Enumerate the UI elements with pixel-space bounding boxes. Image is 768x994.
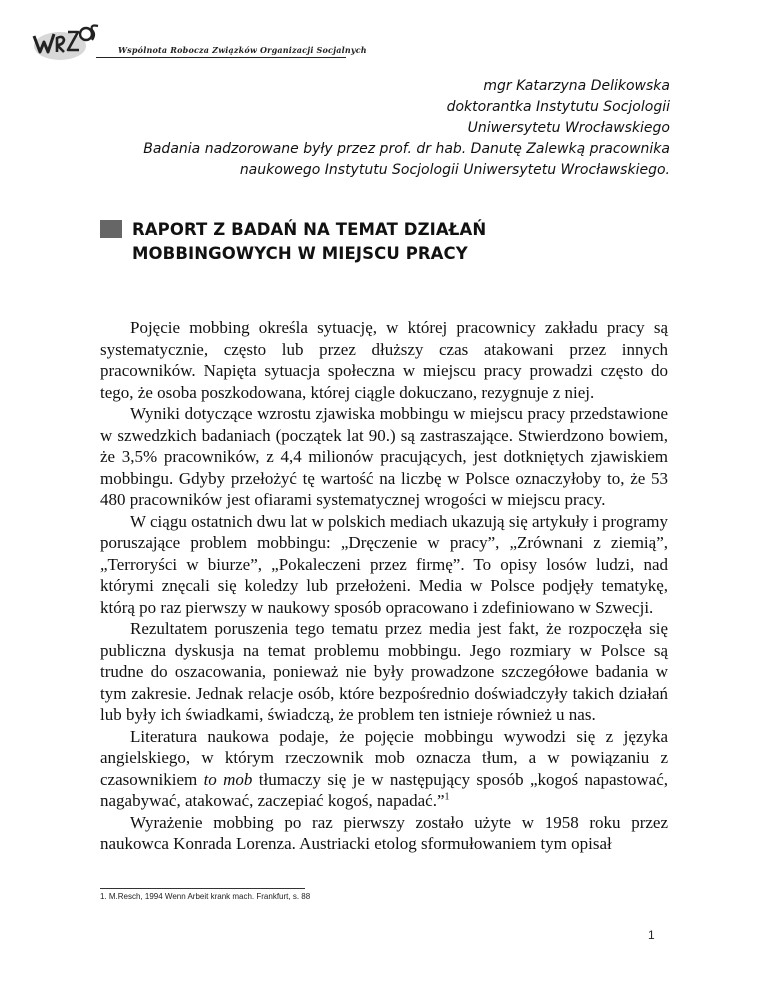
paragraph-2: Wyniki dotyczące wzrostu zjawiska mobbingu w miejscu pracy przedstawione w szwedzkich badaniach (początek lat 90.) są zastraszające. Stwierdzono bowiem, że 3,5% pracowników, z 4,4 milionów pracujących, jest dotkniętych zjawiskiem mobbingu. Gdyby przełożyć tę wartość na liczbę w Polsce oznaczyłoby to, że 53 480 pracowników jest ofiarami systematycznej wrogości w miejscu pracy. (100, 404, 668, 509)
body-text (100, 317, 668, 855)
paragraph-5 (100, 726, 668, 812)
footnote-divider (100, 888, 305, 889)
page-number: 1 (648, 928, 655, 942)
supervisor-line-2: naukowego Instytutu Socjologii Uniwersytetu Wrocławskiego. (239, 162, 670, 178)
author-name: mgr Katarzyna Delikowska (483, 78, 670, 94)
header-divider (96, 57, 346, 58)
title-marker (100, 220, 122, 238)
author-block (143, 76, 670, 181)
title-line-2: MOBBINGOWYCH W MIEJSCU PRACY (132, 244, 468, 263)
paragraph-1: Pojęcie mobbing określa sytuację, w której pracownicy zakładu pracy są systematycznie, często lub przez dłuższy czas atakowani przez innych pracowników. Napięta sytuacja społeczna w miejscu pracy prowadzi często do tego, że osoba poszkodowana, której ciągle dokuczano, rezygnuje z niej. (100, 318, 668, 402)
footnote: 1. M.Resch, 1994 Wenn Arbeit krank mach. Frankfurt, s. 88 (100, 892, 311, 901)
paragraph-5-part-1: Literatura naukowa podaje, że pojęcie mobbingu wywodzi się z języka angielskiego, w którym rzeczownik mob oznacza tłum, a w powiązaniu z czasownikiem (100, 726, 668, 789)
paragraph-4: Rezultatem poruszenia tego tematu przez media jest fakt, że rozpoczęła się publiczna dyskusja na temat problemu mobbingu. Jego rozmiary w Polsce są trudne do oszacowania, ponieważ nie były prowadzone szczegółowe badania w tym zakresie. Jednak relacje osób, które bezpośrednio doświadczyły takich działań lub były ich świadkami, świadczą, że problem ten istnieje również u nas. (100, 619, 668, 724)
paragraph-3: W ciągu ostatnich dwu lat w polskich mediach ukazują się artykuły i programy poruszające problem mobbingu: „Dręczenie w pracy”, „Zrównani z ziemią”, „Terroryści w biurze”, „Pokaleczeni przez firmę”. To opisy losów ludzi, nad którymi znęcali się koledzy lub przełożeni. Media w Polsce podjęły tematykę, którą po raz pierwszy w naukowy sposób opracowano i zdefiniowano w Szwecji. (100, 511, 668, 617)
title-line-1: RAPORT Z BADAŃ NA TEMAT DZIAŁAŃ (132, 220, 487, 239)
footnote-reference: 1 (444, 791, 450, 803)
supervisor-line-1: Badania nadzorowane były przez prof. dr hab. Danutę Zalewką pracownika (143, 141, 670, 157)
author-position: doktorantka Instytutu Socjologii (446, 99, 670, 115)
author-university: Uniwersytetu Wrocławskiego (467, 120, 670, 136)
paragraph-6: Wyrażenie mobbing po raz pierwszy zostało użyte w 1958 roku przez naukowca Konrada Lorenza. Austriacki etolog sformułowaniem tym opisał (100, 812, 668, 853)
paragraph-5-emphasis: to mob (203, 769, 253, 789)
paragraph-5-part-2: tłumaczy się je w następujący sposób „kogoś napastować, nagabywać, atakować, zaczepiać kogoś, napadać.” (100, 769, 669, 810)
wrzos-logo (30, 18, 100, 64)
report-title (132, 218, 486, 266)
organization-name: Wspólnota Robocza Związków Organizacji Socjalnych (118, 45, 367, 55)
